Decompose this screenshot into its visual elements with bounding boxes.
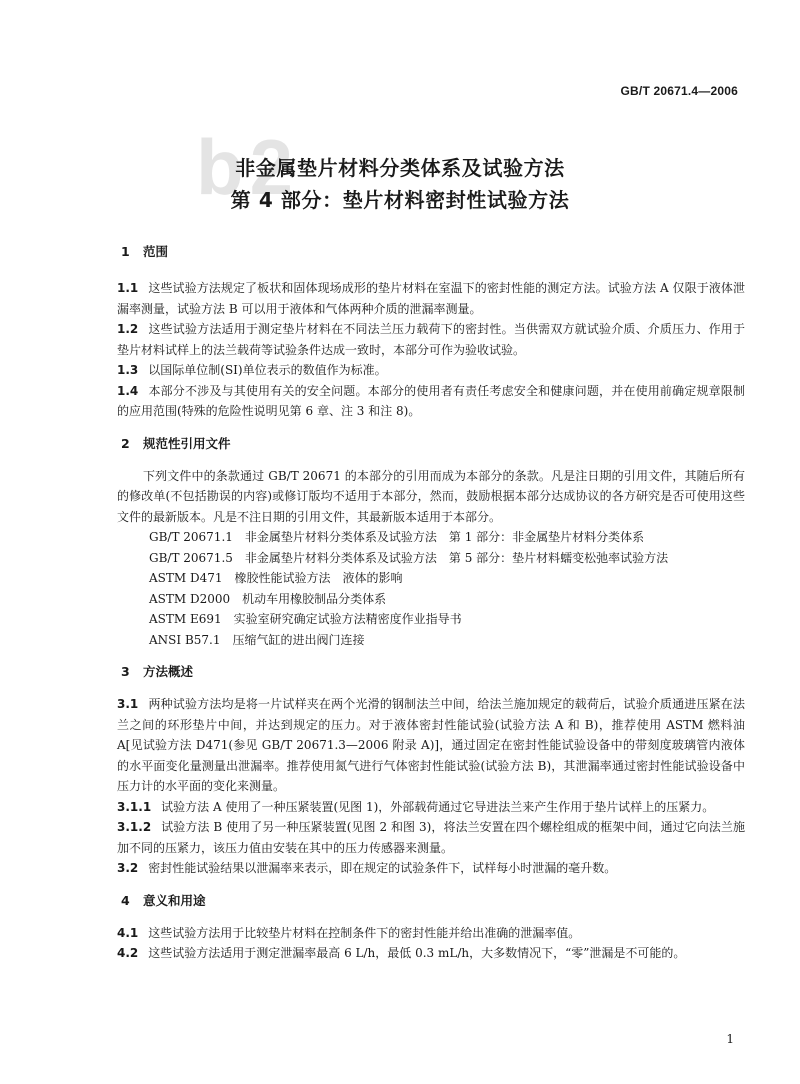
reference-code: GB/T 20671.1: [149, 530, 233, 544]
clause-3-1-1: [117, 797, 745, 818]
clause-number: 3.1.2: [117, 820, 152, 834]
reference-title: 橡胶性能试验方法 液体的影响: [234, 571, 403, 585]
clause-number: 3.1.1: [117, 799, 152, 814]
section-heading-normative-references: [117, 436, 745, 452]
clause-text: 这些试验方法适用于测定垫片材料在不同法兰压力载荷下的密封性。当供需双方就试验介质、介质压力、作用于垫片材料试样上的法兰载荷等试验条件达成一致时，本部分可作为验收试验。: [117, 322, 745, 357]
reference-item: [117, 609, 745, 630]
clause-text: 两种试验方法均是将一片试样夹在两个光滑的钢制法兰中间，给法兰施加规定的载荷后，试验介质通进压紧在法兰之间的环形垫片中间，并达到规定的压力。对于液体密封性能试验(试验方法 A 和 B)，推荐使用 ASTM 燃料油 A[见试验方法 D471(参见 GB/T 20671.3—2006 附录 A)]，通过固定在密封性能试验设备中的带刻度玻璃管内液体的水平面变化量测量出泄漏率。推荐使用氮气进行气体密封性能试验(试验方法 B)，其泄漏率通过密封性能试验设备中压力计的水平面的变化来测量。: [117, 697, 745, 793]
clause-text: 以国际单位制(SI)单位表示的数值作为标准。: [148, 363, 387, 377]
section-heading-method-summary: [117, 664, 745, 680]
reference-title: 压缩气缸的进出阀门连接: [232, 632, 365, 647]
standard-code: GB/T 20671.4—2006: [620, 84, 738, 98]
reference-code: ASTM E691: [149, 612, 222, 626]
reference-title: 实验室研究确定试验方法精密度作业指导书: [233, 612, 462, 626]
reference-item: [117, 630, 745, 651]
clause-number: 4.1: [117, 925, 139, 940]
reference-list: [117, 527, 745, 650]
document-title-line1: 非金属垫片材料分类体系及试验方法: [235, 156, 565, 180]
section-heading-significance-and-use: [117, 893, 745, 909]
document-title-line2: 第 4 部分：垫片材料密封性试验方法: [230, 188, 570, 212]
clause-3-2: [117, 858, 745, 879]
watermark: b2: [196, 123, 300, 211]
reference-item: [117, 589, 745, 610]
section-title: 规范性引用文件: [143, 435, 231, 451]
clause-4-2: [117, 943, 745, 964]
reference-item: [117, 527, 745, 548]
clause-number: 4.2: [117, 946, 139, 960]
clause-text: 试验方法 A 使用了一种压紧装置(见图 1)，外部载荷通过它导进法兰来产生作用于垫片试样上的压紧力。: [161, 799, 715, 814]
clause-text: 这些试验方法规定了板状和固体现场成形的垫片材料在室温下的密封性能的测定方法。试验方法 A 仅限于液体泄漏率测量，试验方法 B 可以用于液体和气体两种介质的泄漏率测量。: [117, 281, 745, 316]
clause-number: 1.3: [117, 363, 139, 377]
clause-text: 这些试验方法用于比较垫片材料在控制条件下的密封性能并给出准确的泄漏率值。: [148, 925, 581, 940]
reference-code: ASTM D2000: [149, 591, 231, 606]
reference-title: 机动车用橡胶制品分类体系: [242, 591, 387, 606]
reference-title: 非金属垫片材料分类体系及试验方法 第 1 部分：非金属垫片材料分类体系: [244, 530, 645, 544]
clause-1-4: [117, 381, 745, 422]
page-number: 1: [726, 1032, 734, 1046]
document-body: [117, 244, 745, 964]
clause-3-1-2: [117, 817, 745, 858]
clause-text: 试验方法 B 使用了另一种压紧装置(见图 2 和图 3)，将法兰安置在四个螺栓组成的框架中间，通过它向法兰施加不同的压紧力，该压力值由安装在其中的压力传感器来测量。: [117, 820, 745, 855]
section-number: 2: [121, 435, 130, 451]
reference-item: [117, 568, 745, 589]
reference-code: ANSI B57.1: [149, 632, 221, 647]
section-number: 3: [121, 664, 130, 679]
reference-code: ASTM D471: [149, 571, 223, 585]
section-title: 意义和用途: [143, 892, 206, 908]
clause-text: 本部分不涉及与其使用有关的安全问题。本部分的使用者有责任考虑安全和健康问题，并在使用前确定规章限制的应用范围(特殊的危险性说明见第 6 章、注 3 和注 8)。: [117, 383, 745, 418]
reference-code: GB/T 20671.5: [149, 550, 233, 565]
section-number: 4: [121, 892, 130, 908]
clause-1-3: [117, 360, 745, 381]
section-title: 方法概述: [143, 664, 194, 679]
clause-3-1: [117, 694, 745, 797]
title-block: [0, 152, 800, 216]
clause-number: 3.1: [117, 697, 139, 711]
reference-title: 非金属垫片材料分类体系及试验方法 第 5 部分：垫片材料蠕变松弛率试验方法: [244, 550, 669, 565]
clause-1-1: [117, 278, 745, 319]
section-heading-scope: [117, 244, 745, 260]
clause-number: 1.2: [117, 322, 139, 336]
clause-number: 1.1: [117, 281, 139, 295]
section-number: 1: [121, 244, 130, 259]
clause-text: 这些试验方法适用于测定泄漏率最高 6 L/h，最低 0.3 mL/h，大多数情况下，“零”泄漏是不可能的。: [148, 946, 686, 960]
section-title: 范围: [143, 244, 169, 259]
references-intro: 下列文件中的条款通过 GB/T 20671 的本部分的引用而成为本部分的条款。凡是注日期的引用文件，其随后所有的修改单(不包括勘误的内容)或修订版均不适用于本部分，然而，鼓励根据本部分达成协议的各方研究是否可使用这些文件的最新版本。凡是不注日期的引用文件，其最新版本适用于本部分。: [117, 468, 745, 524]
clause-4-1: [117, 923, 745, 944]
clause-number: 3.2: [117, 861, 139, 875]
reference-item: [117, 548, 745, 569]
clause-number: 1.4: [117, 383, 139, 398]
clause-text: 密封性能试验结果以泄漏率来表示，即在规定的试验条件下，试样每小时泄漏的毫升数。: [148, 861, 617, 875]
clause-1-2: [117, 319, 745, 360]
